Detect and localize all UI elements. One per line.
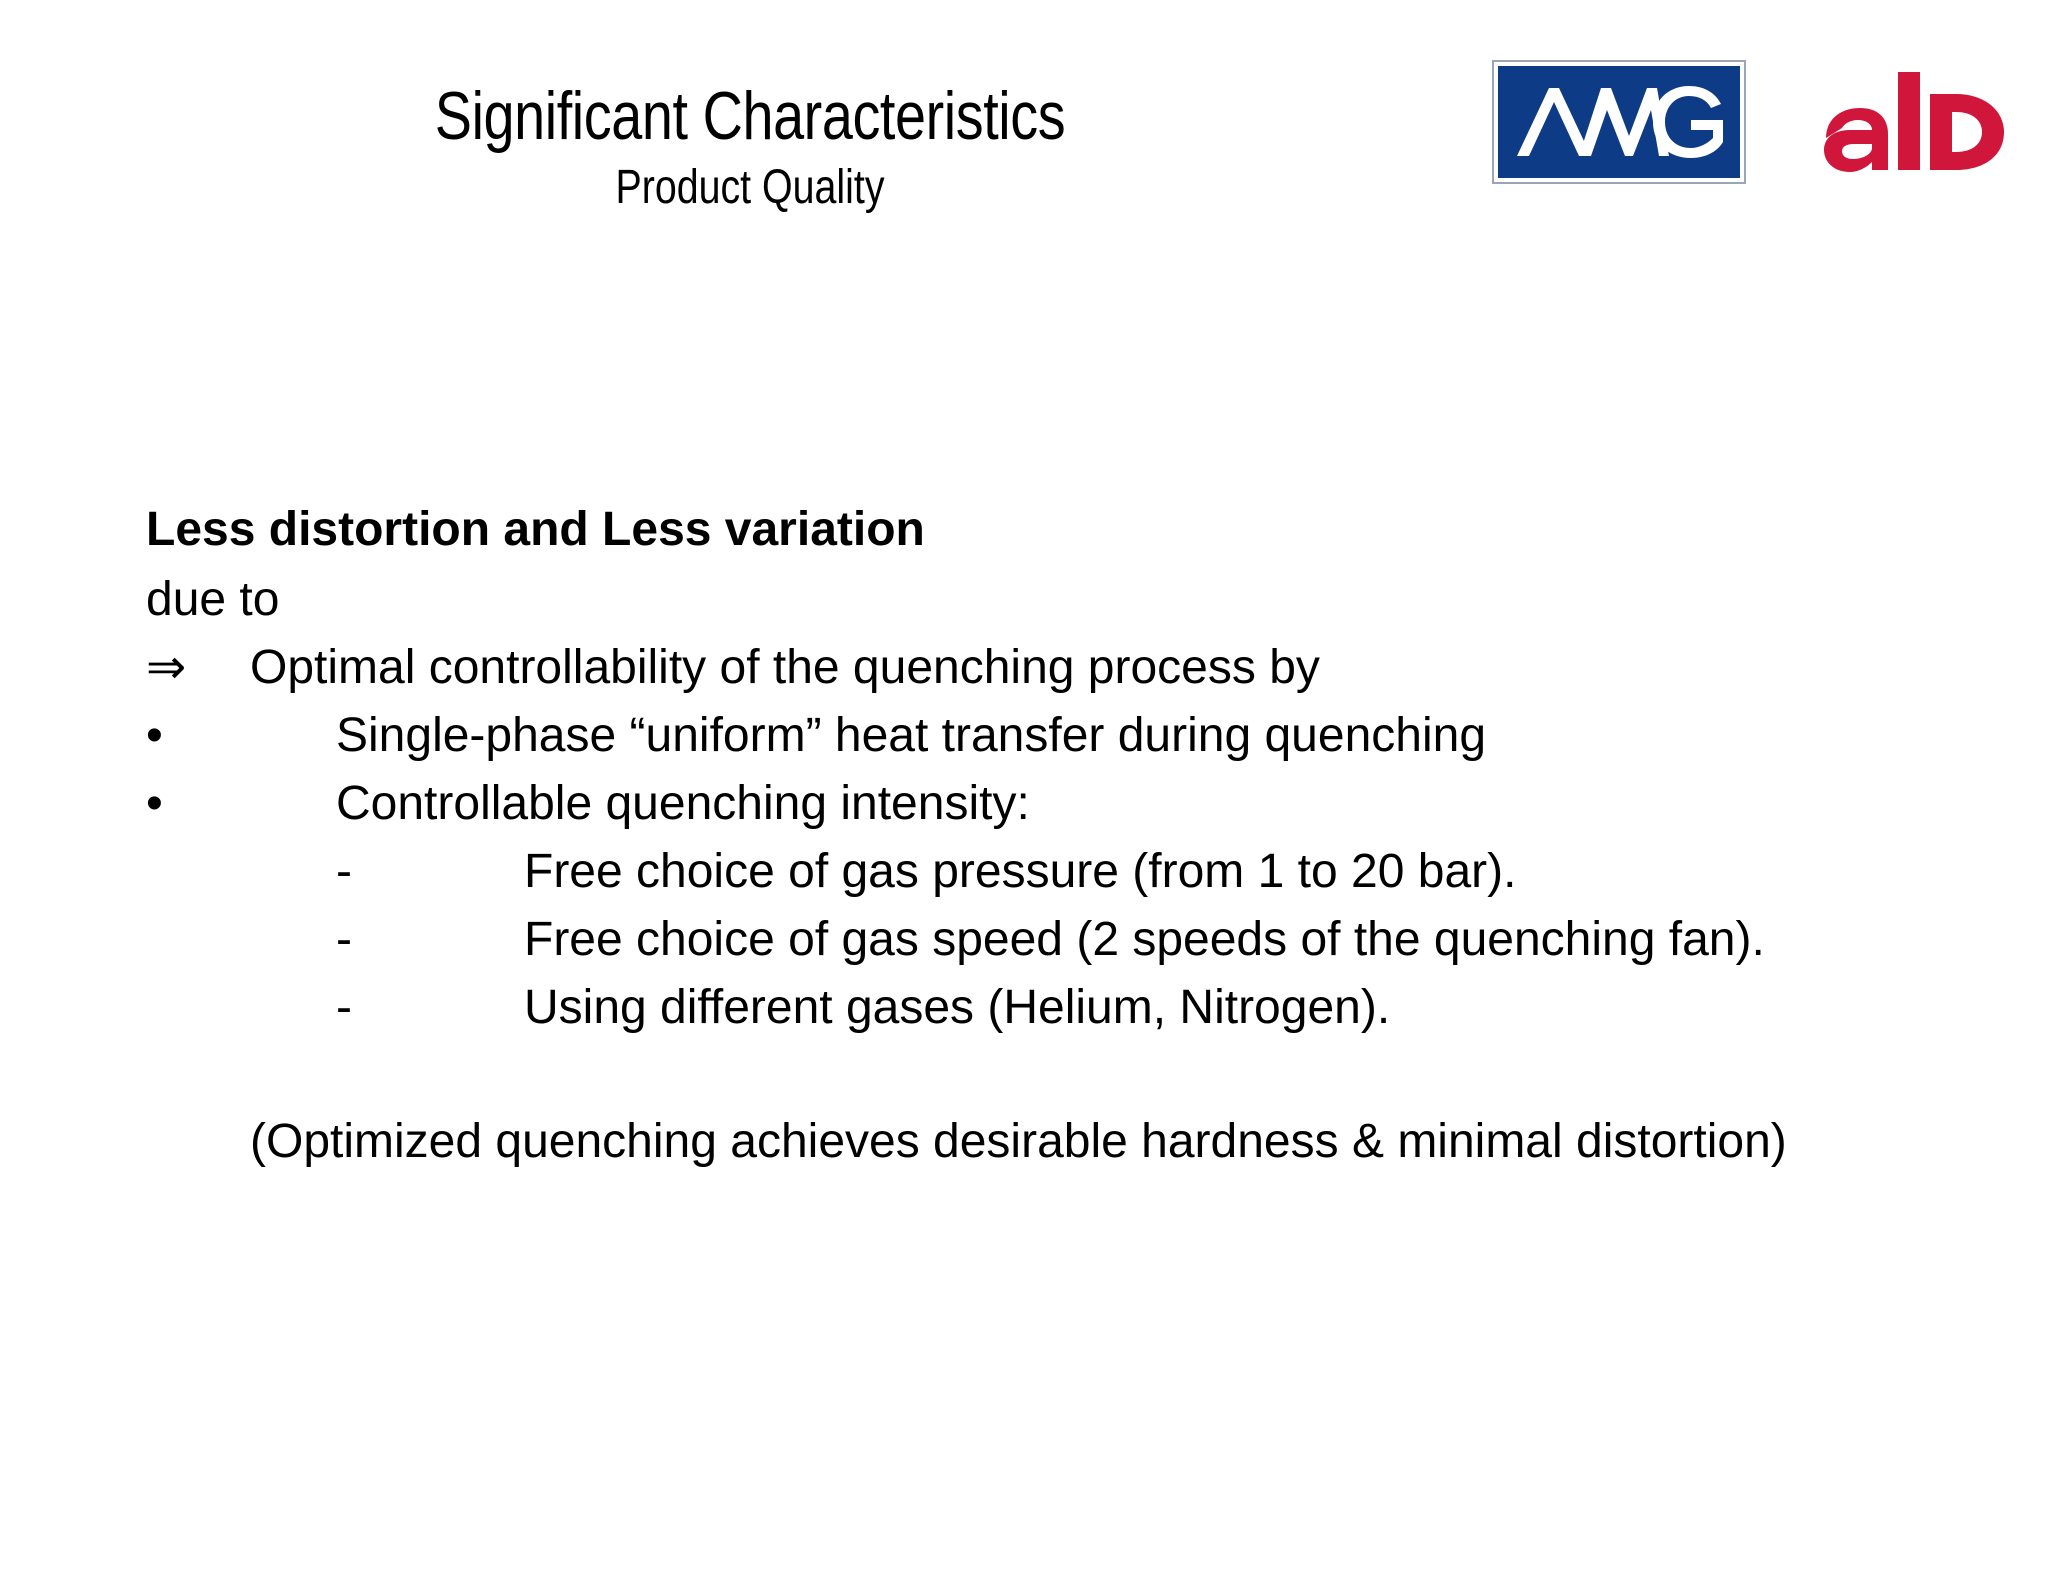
amg-logo — [1492, 60, 1746, 184]
dash-marker: - — [336, 845, 352, 898]
bullet-icon: • — [146, 777, 163, 830]
dash-item-text: Free choice of gas pressure (from 1 to 20 bar). — [524, 845, 1517, 898]
amg-logo-mark — [1509, 74, 1729, 170]
alp-logo — [1816, 64, 2012, 184]
bullet-item-text: Single-phase “uniform” heat transfer during quenching — [336, 709, 1487, 762]
due-to-text: due to — [146, 573, 280, 626]
dash-marker: - — [336, 913, 352, 966]
dash-item — [146, 978, 1946, 1038]
dash-marker: - — [336, 981, 352, 1034]
amg-logo-box — [1498, 66, 1740, 178]
dash-item — [146, 910, 1946, 970]
dash-item-text: Using different gases (Helium, Nitrogen). — [524, 981, 1391, 1034]
bullet-item — [146, 774, 1946, 834]
page-subtitle: Product Quality — [615, 161, 885, 214]
arrow-item — [146, 638, 1946, 698]
dash-item-text: Free choice of gas speed (2 speeds of the quenching fan). — [524, 913, 1765, 966]
arrow-item-text: Optimal controllability of the quenching process by — [250, 641, 1320, 694]
body-heading: Less distortion and Less variation — [146, 503, 925, 556]
bullet-icon: • — [146, 709, 163, 762]
header — [300, 76, 1200, 218]
page-title: Significant Characteristics — [434, 78, 1066, 154]
dash-item — [146, 842, 1946, 902]
summary-note: (Optimized quenching achieves desirable hardness & minimal distortion) — [250, 1115, 1787, 1168]
bullet-item — [146, 706, 1946, 766]
bullet-item-text: Controllable quenching intensity: — [336, 777, 1030, 830]
implies-arrow-icon: ⇒ — [146, 641, 187, 694]
